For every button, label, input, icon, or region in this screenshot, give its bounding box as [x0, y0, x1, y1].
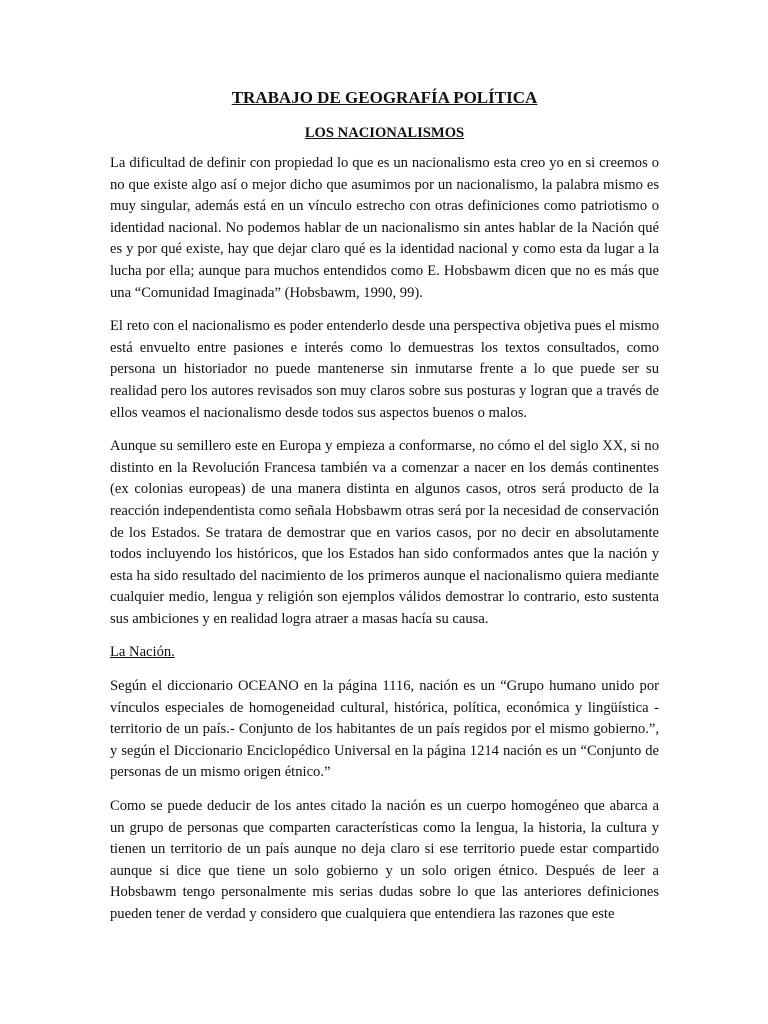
document-subtitle: LOS NACIONALISMOS	[304, 125, 465, 141]
document-page	[110, 86, 659, 938]
section-heading: La Nación.	[110, 644, 175, 661]
paragraph: Aunque su semillero este en Europa y empieza a conformarse, no cómo el del siglo XX, si no distinto en la Revolución Francesa también va a comenzar a nacer en los demás continentes (ex colonias europeas) de una manera distinta en algunos casos, otros será producto de la reacción independentista como señala Hobsbawm otras será por la necesidad de conservación de los Estados. Se tratara de demostrar que en varios casos, por no decir en absolutamente todos incluyendo los históricos, que los Estados han sido conformados antes que la nación y esta ha sido resultado del nacimiento de los primeros aunque el nacionalismo quiera mediante cualquier medio, lengua y religión son ejemplos válidos demostrar lo contrario, esto sustenta sus ambiciones y en realidad logra atraer a masas hacía su causa.	[110, 438, 659, 627]
paragraph: El reto con el nacionalismo es poder entenderlo desde una perspectiva objetiva pues el mismo está envuelto entre pasiones e interés como lo demuestras los textos consultados, como persona un historiador no puede mantenerse sin inmutarse frente a lo que puede ser su realidad pero los autores revisados son muy claros sobre sus posturas y logran que a través de ellos veamos el nacionalismo desde todos sus aspectos buenos o malos.	[110, 318, 659, 421]
paragraph: Según el diccionario OCEANO en la página 1116, nación es un “Grupo humano unido por vínculos especiales de homogeneidad cultural, histórica, política, económica y lingüística -territorio de un país.- Conjunto de los habitantes de un país regidos por el mismo gobierno.”, y según el Diccionario Enciclopédico Universal en la página 1214 nación es un “Conjunto de personas de un mismo origen étnico.”	[110, 678, 659, 781]
document-title: TRABAJO DE GEOGRAFÍA POLÍTICA	[231, 88, 538, 107]
paragraph: Como se puede deducir de los antes citado la nación es un cuerpo homogéneo que abarca a un grupo de personas que comparten características como la lengua, la historia, la cultura y tienen un territorio de un país aunque no deja claro si ese territorio puede estar compartido aunque si dice que tiene un solo gobierno y un solo origen étnico. Después de leer a Hobsbawm tengo personalmente mis serias dudas sobre lo que las anteriores definiciones pueden tener de verdad y considero que cualquiera que entendiera las razones que este	[110, 798, 659, 922]
paragraph: La dificultad de definir con propiedad lo que es un nacionalismo esta creo yo en si creemos o no que existe algo así o mejor dicho que asumimos por un nacionalismo, la palabra mismo es muy singular, además está en un vínculo estrecho con otras definiciones como patriotismo o identidad nacional. No podemos hablar de un nacionalismo sin antes hablar de la Nación qué es y por qué existe, hay que dejar claro qué es la identidad nacional y como esta da lugar a la lucha por ella; aunque para muchos entendidos como E. Hobsbawm dicen que no es más que una “Comunidad Imaginada” (Hobsbawm, 1990, 99).	[110, 155, 659, 301]
